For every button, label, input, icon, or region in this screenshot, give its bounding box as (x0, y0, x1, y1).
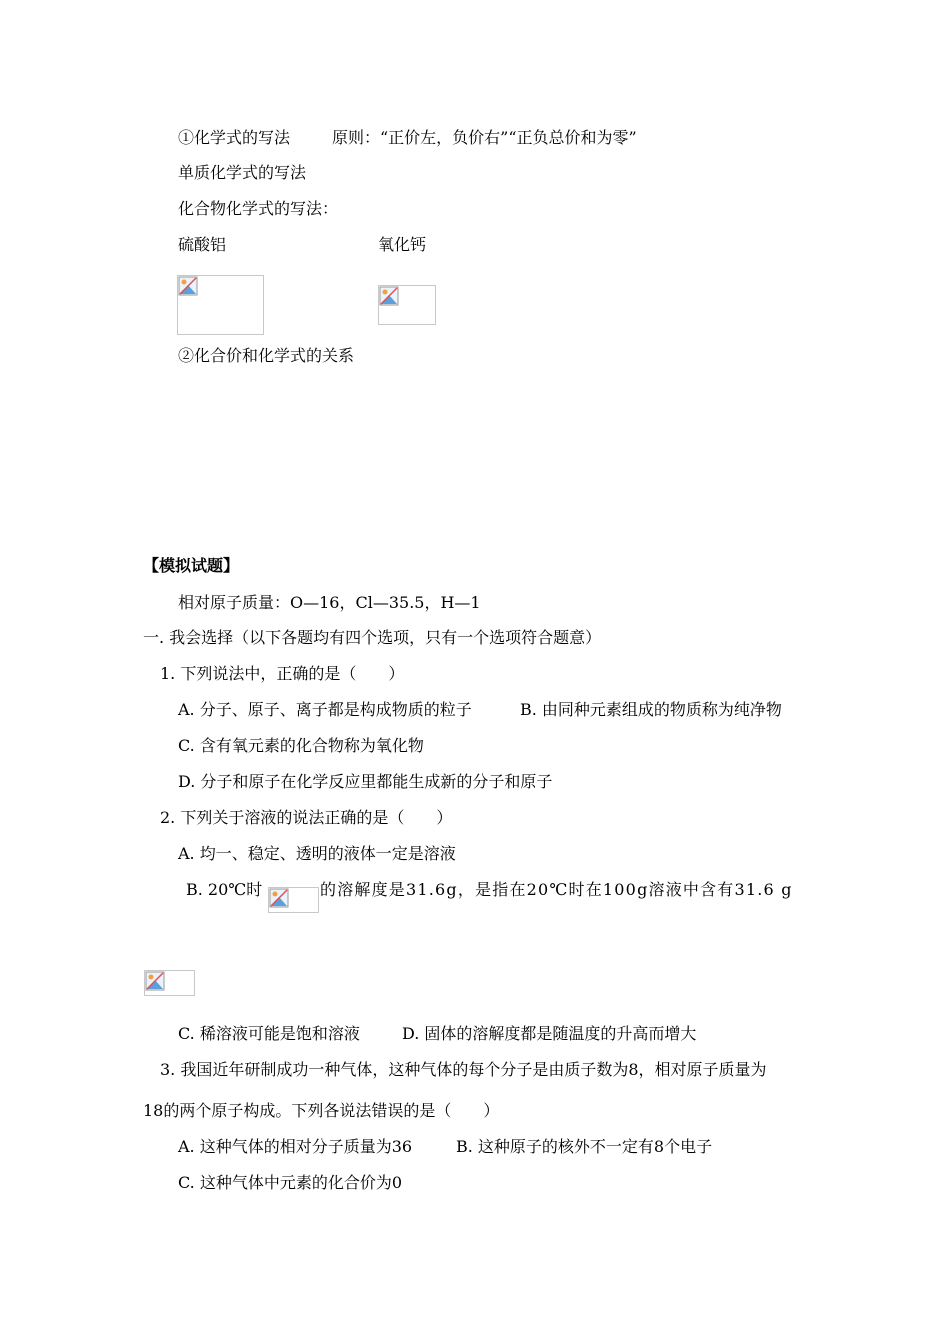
broken-image-icon (379, 286, 399, 306)
q3-stem-line1: 3. 我国近年研制成功一种气体，这种气体的每个分子是由质子数为8，相对原子质量为 (160, 1060, 767, 1079)
q3-option-b: B. 这种原子的核外不一定有8个电子 (456, 1137, 713, 1156)
q2-option-b-prefix: B. 20℃时 (186, 880, 263, 899)
q1-stem: 1. 下列说法中，正确的是（ ） (160, 664, 405, 683)
broken-image-icon (269, 888, 289, 908)
q1-option-a: A. 分子、原子、离子都是构成物质的粒子 (178, 700, 472, 719)
broken-image-placeholder (144, 970, 195, 996)
valence-formula-relation-line (178, 346, 354, 366)
formula-writing-principle: 原则：“正价左，负价右”“正负总价和为零” (332, 128, 637, 147)
label-aluminum-sulfate: 硫酸铝 (178, 235, 227, 254)
q2-option-c: C. 稀溶液可能是饱和溶液 (178, 1024, 360, 1043)
line-formula-writing (178, 128, 290, 148)
q3-option-a: A. 这种气体的相对分子质量为36 (178, 1137, 413, 1156)
broken-image-placeholder (268, 887, 319, 913)
broken-image-placeholder (378, 285, 436, 325)
compound-formula-line: 化合物化学式的写法： (178, 199, 339, 218)
mock-test-heading: 【模拟试题】 (143, 556, 240, 575)
broken-image-placeholder (177, 275, 264, 335)
q1-option-d: D. 分子和原子在化学反应里都能生成新的分子和原子 (178, 772, 553, 791)
q2-option-d: D. 固体的溶解度都是随温度的升高而增大 (402, 1024, 697, 1043)
q2-option-b-text: 的溶解度是31.6g，是指在20℃时在100g溶液中含有31.6 g (320, 880, 793, 899)
circled-number-2: ② (178, 346, 195, 365)
valence-formula-relation-text: 化合价和化学式的关系 (194, 346, 355, 365)
q3-option-c: C. 这种气体中元素的化合价为0 (178, 1173, 403, 1192)
q2-option-a: A. 均一、稳定、透明的液体一定是溶液 (178, 844, 456, 863)
label-calcium-oxide: 氧化钙 (378, 235, 427, 254)
formula-writing-title: 化学式的写法 (194, 128, 291, 147)
atomic-mass-line: 相对原子质量：O—16，Cl—35.5，H—1 (178, 593, 481, 612)
q1-option-c: C. 含有氧元素的化合物称为氧化物 (178, 736, 424, 755)
circled-number-1: ① (178, 128, 195, 147)
part1-title: 一. 我会选择（以下各题均有四个选项，只有一个选项符合题意） (143, 628, 602, 647)
q2-stem: 2. 下列关于溶液的说法正确的是（ ） (160, 808, 453, 827)
broken-image-icon (178, 276, 198, 296)
elemental-formula-line: 单质化学式的写法 (178, 163, 307, 182)
q1-option-b: B. 由同种元素组成的物质称为纯净物 (520, 700, 782, 719)
broken-image-icon (145, 971, 165, 991)
q3-stem-line2: 18的两个原子构成。下列各说法错误的是（ ） (143, 1101, 500, 1120)
